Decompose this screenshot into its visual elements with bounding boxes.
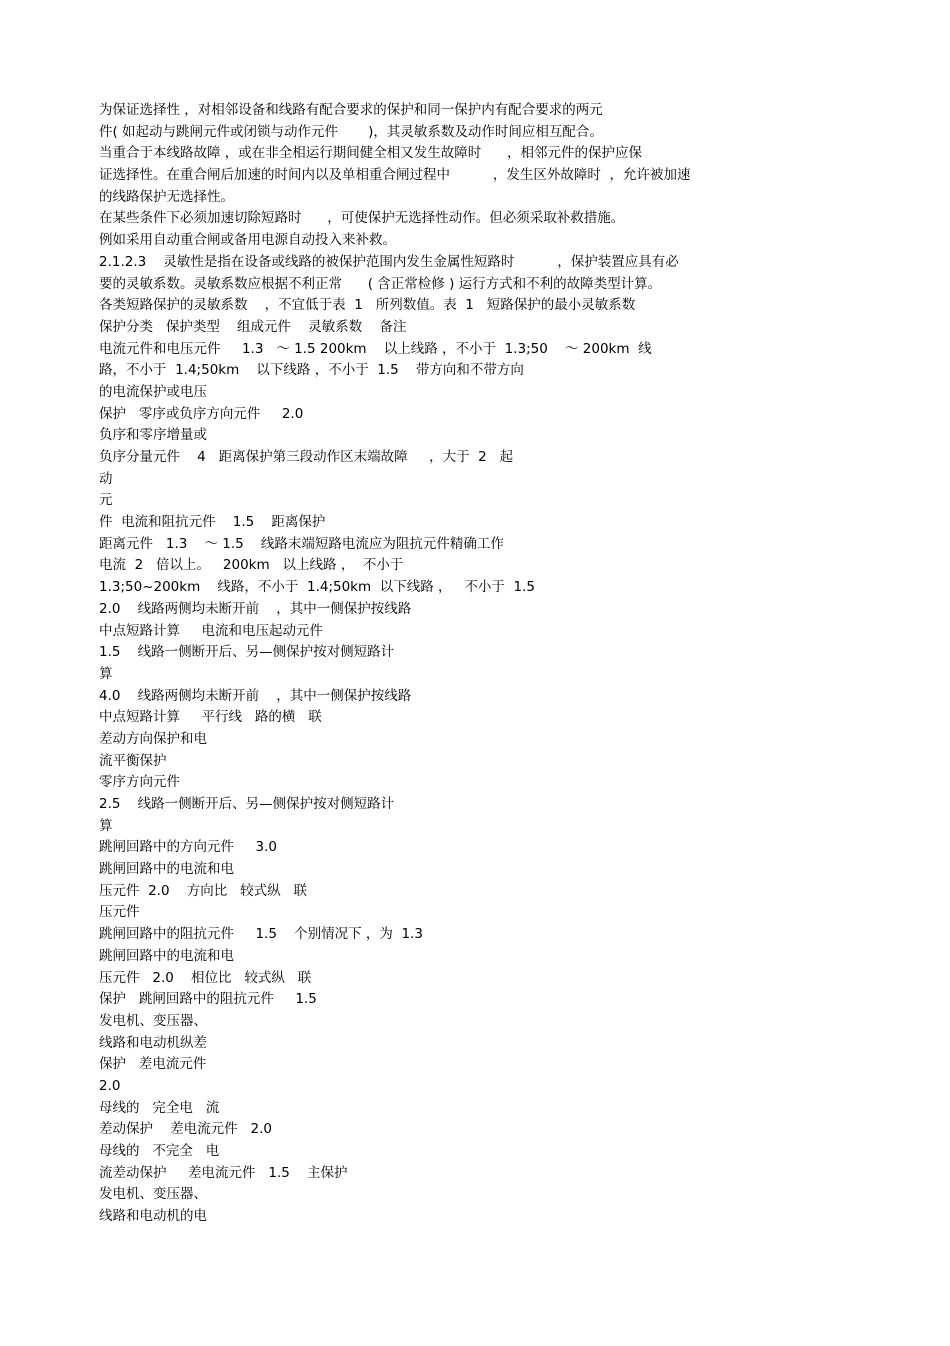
text-line: 差动方向保护和电 (99, 730, 207, 747)
text-line: 跳闸回路中的电流和电 (99, 947, 234, 964)
text-line: 跳闸回路中的方向元件 3.0 (99, 839, 277, 856)
text-line: 保护分类 保护类型 组成元件 灵敏系数 备注 (99, 318, 407, 335)
text-line: 2.1.2.3 灵敏性是指在设备或线路的被保护范围内发生金属性短路时 ，保护装置应具有必 (99, 253, 679, 270)
text-line: 2.5 线路一侧断开后、另—侧保护按对侧短路计 (99, 796, 395, 812)
text-line: 动 (99, 470, 113, 487)
text-line: 1.5 线路一侧断开后、另—侧保护按对侧短路计 (99, 644, 395, 661)
text-line: 算 (99, 665, 113, 682)
text-line: 跳闸回路中的电流和电 (99, 861, 234, 878)
text-line: 发电机、变压器、 (99, 1012, 207, 1029)
text-line: 线路和电动机的电 (99, 1208, 207, 1225)
text-line: 负序分量元件 4 距离保护第三段动作区末端故障 ，大于 2 起 (99, 449, 514, 465)
text-line: 差动保护 差电流元件 2.0 (99, 1121, 273, 1138)
text-line: 流差动保护 差电流元件 1.5 主保护 (99, 1164, 348, 1181)
text-line: 证选择性。在重合闸后加速的时间内以及单相重合闸过程中 ，发生区外故障时 ，允许被加速 (99, 167, 691, 184)
text-line: 负序和零序增量或 (99, 427, 207, 444)
text-line: 算 (99, 817, 113, 834)
text-line: 为保证选择性 ，对相邻设备和线路有配合要求的保护和同一保护内有配合要求的两元 (99, 102, 603, 118)
text-line: 件 电流和阻抗元件 1.5 距离保护 (99, 514, 326, 531)
text-line: 电流 2 倍以上。 200km 以上线路 ， 不小于 (99, 557, 404, 574)
text-line: 发电机、变压器、 (99, 1186, 207, 1203)
text-line: 母线的 不完全 电 (99, 1143, 220, 1159)
text-line: 跳闸回路中的阻抗元件 1.5 个别情况下 ，为 1.3 (99, 926, 423, 943)
text-line: 2.0 线路两侧均未断开前 ，其中一侧保护按线路 (99, 600, 412, 617)
text-line: 保护 零序或负序方向元件 2.0 (99, 405, 304, 422)
text-line: 线路和电动机纵差 (99, 1034, 207, 1051)
text-line: 元 (99, 492, 113, 509)
text-line: 2.0 (99, 1077, 121, 1094)
text-line: 保护 跳闸回路中的阻抗元件 1.5 (99, 991, 317, 1008)
text-line: 的电流保护或电压 (99, 383, 207, 400)
text-line: 在某些条件下必须加速切除短路时 ，可使保护无选择性动作。但必须采取补救措施。 (99, 210, 625, 227)
text-line: 的线路保护无选择性。 (99, 188, 234, 205)
text-line: 流平衡保护 (99, 752, 167, 769)
text-line: 压元件 (99, 904, 140, 921)
text-line: 各类短路保护的灵敏系数 ，不宜低于表 1 所列数值。表 1 短路保护的最小灵敏系数 (99, 297, 636, 314)
text-line: 中点短路计算 平行线 路的横 联 (99, 709, 322, 726)
text-line: 4.0 线路两侧均未断开前 ，其中一侧保护按线路 (99, 687, 412, 704)
text-line: 零序方向元件 (99, 774, 180, 791)
text-line: 件( 如起动与跳闸元件或闭锁与动作元件 )，其灵敏系数及动作时间应相互配合。 (99, 123, 603, 140)
text-line: 压元件 2.0 相位比 较式纵 联 (99, 969, 312, 986)
text-line: 中点短路计算 电流和电压起动元件 (99, 622, 323, 639)
text-line: 压元件 2.0 方向比 较式纵 联 (99, 882, 307, 899)
text-line: 当重合于本线路故障 ，或在非全相运行期间健全相又发生故障时 ，相邻元件的保护应保 (99, 145, 643, 162)
text-line: 距离元件 1.3 ～ 1.5 线路末端短路电流应为阻抗元件精确工作 (99, 535, 504, 552)
text-line: 要的灵敏系数。灵敏系数应根据不利正常 ( 含正常检修 ) 运行方式和不利的故障类型计算。 (99, 275, 662, 292)
text-line: 保护 差电流元件 (99, 1056, 207, 1073)
text-line: 电流元件和电压元件 1.3 ～ 1.5 200km 以上线路 ，不小于 1.3;50 ～ 200km 线 (99, 340, 652, 357)
text-line: 例如采用自动重合闸或备用电源自动投入来补救。 (99, 232, 396, 249)
document-body (99, 100, 799, 1228)
text-line: 母线的 完全电 流 (99, 1099, 220, 1116)
text-line: 1.3;50~200km 线路，不小于 1.4;50km 以下线路 ， 不小于 1.5 (99, 579, 535, 596)
text-line: 路，不小于 1.4;50km 以下线路 ，不小于 1.5 带方向和不带方向 (99, 362, 524, 379)
